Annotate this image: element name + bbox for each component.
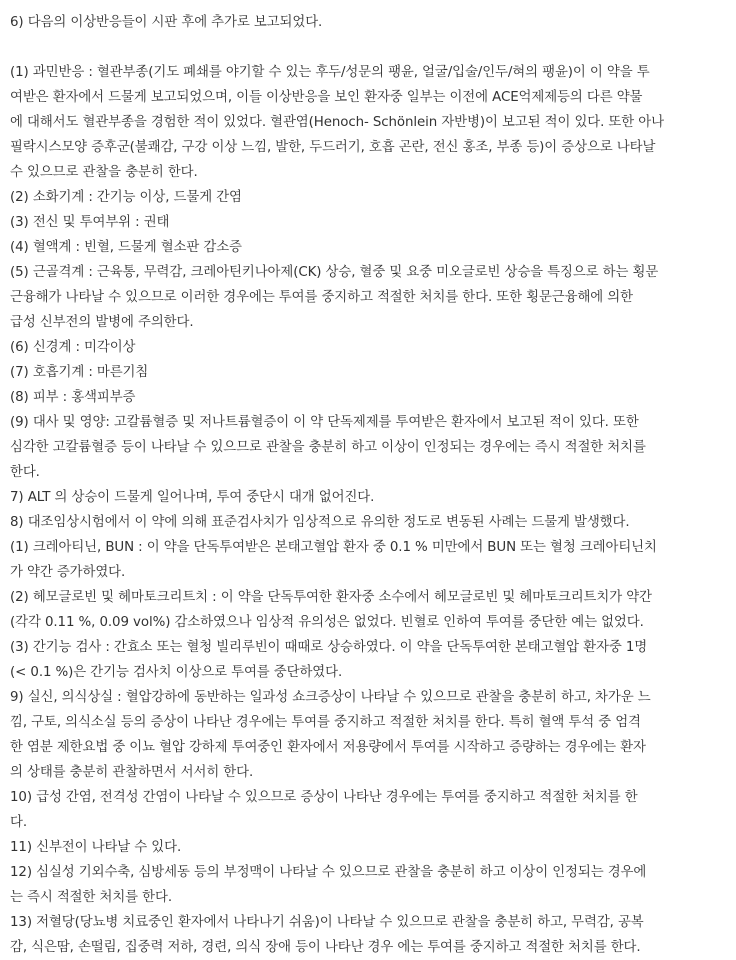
text-line: (각각 0.11 %, 0.09 vol%) 감소하였으나 임상적 유의성은 없었다. 빈혈로 인하여 투여를 중단한 예는 없었다. xyxy=(10,615,644,630)
section-heading: 6) 다음의 이상반응들이 시판 후에 추가로 보고되었다. xyxy=(10,15,323,30)
text-line: (8) 피부 : 홍색피부증 xyxy=(10,390,136,405)
text-line: (6) 신경계 : 미각이상 xyxy=(10,340,136,355)
text-line: 다. xyxy=(10,815,27,830)
text-line: 11) 신부전이 나타날 수 있다. xyxy=(10,840,182,855)
text-line: 여받은 환자에서 드물게 보고되었으며, 이들 이상반응을 보인 환자중 일부는 이전에 ACE억제제등의 다른 약물 xyxy=(10,90,643,105)
text-line: 12) 심실성 기외수축, 심방세동 등의 부정맥이 나타날 수 있으므로 관찰을 충분히 하고 이상이 인정되는 경우에 xyxy=(10,865,647,880)
text-line: (4) 혈액계 : 빈혈, 드물게 혈소판 감소증 xyxy=(10,240,242,255)
text-line: 근융해가 나타날 수 있으므로 이러한 경우에는 투여를 중지하고 적절한 처치를 한다. 또한 횡문근융해에 의한 xyxy=(10,290,633,305)
text-line: 한 염분 제한요법 중 이뇨 혈압 강하제 투여중인 환자에서 저용량에서 투여를 시작하고 증량하는 경우에는 환자 xyxy=(10,740,646,755)
text-line: 가 약간 증가하였다. xyxy=(10,565,126,580)
text-line: 급성 신부전의 발병에 주의한다. xyxy=(10,315,194,330)
text-line: 감, 식은땀, 손떨림, 집중력 저하, 경련, 의식 장애 등이 나타난 경우 에는 투여를 중지하고 적절한 처치를 한다. xyxy=(10,940,641,955)
text-line: (1) 크레아티닌, BUN : 이 약을 단독투여받은 본태고혈압 환자 중 0.1 % 미만에서 BUN 또는 혈청 크레아티닌치 xyxy=(10,540,657,555)
text-line: (5) 근골격계 : 근육통, 무력감, 크레아틴키나아제(CK) 상승, 혈중 및 요중 미오글로빈 상승을 특징으로 하는 횡문 xyxy=(10,265,659,280)
text-line: 에 대해서도 혈관부종을 경험한 적이 있었다. 혈관염(Henoch- Schönlein 자반병)이 보고된 적이 있다. 또한 아나 xyxy=(10,115,664,130)
text-line: 8) 대조임상시험에서 이 약에 의해 표준검사치가 임상적으로 유의한 정도로 변동된 사례는 드물게 발생했다. xyxy=(10,515,630,530)
text-line: (9) 대사 및 영양: 고칼륨혈증 및 저나트륨혈증이 이 약 단독제제를 투여받은 환자에서 보고된 적이 있다. 또한 xyxy=(10,415,639,430)
text-line: 9) 실신, 의식상실 : 혈압강하에 동반하는 일과성 쇼크증상이 나타날 수 있으므로 관찰을 충분히 하고, 차가운 느 xyxy=(10,690,651,705)
text-line: (1) 과민반응 : 혈관부종(기도 폐쇄를 야기할 수 있는 후두/성문의 팽윤, 얼굴/입술/인두/혀의 팽윤)이 이 약을 투 xyxy=(10,65,650,80)
text-line: 한다. xyxy=(10,465,40,480)
text-line: (2) 헤모글로빈 및 헤마토크리트치 : 이 약을 단독투여한 환자중 소수에서 헤모글로빈 및 헤마토크리트치가 약간 xyxy=(10,590,652,605)
text-line: 심각한 고칼륨혈증 등이 나타날 수 있으므로 관찰을 충분히 하고 이상이 인정되는 경우에는 즉시 적절한 처치를 xyxy=(10,440,646,455)
text-line: (< 0.1 %)은 간기능 검사치 이상으로 투여를 중단하였다. xyxy=(10,665,343,680)
text-line: (3) 간기능 검사 : 간효소 또는 혈청 빌리루빈이 때때로 상승하였다. 이 약을 단독투여한 본태고혈압 환자중 1명 xyxy=(10,640,648,655)
paragraph-lines xyxy=(10,60,726,960)
text-line: (2) 소화기계 : 간기능 이상, 드물게 간염 xyxy=(10,190,242,205)
text-line: 10) 급성 간염, 전격성 간염이 나타날 수 있으므로 증상이 나타난 경우에는 투여를 중지하고 적절한 처치를 한 xyxy=(10,790,638,805)
text-line: 는 즉시 적절한 처치를 한다. xyxy=(10,890,172,905)
text-line: (7) 호흡기계 : 마른기침 xyxy=(10,365,149,380)
text-line: 의 상태를 충분히 관찰하면서 서서히 한다. xyxy=(10,765,254,780)
text-line: 7) ALT 의 상승이 드물게 일어나며, 투여 중단시 대개 없어진다. xyxy=(10,490,375,505)
text-line: 낌, 구토, 의식소실 등의 증상이 나타난 경우에는 투여를 중지하고 적절한 처치를 한다. 특히 혈액 투석 중 엄격 xyxy=(10,715,641,730)
text-line: 필락시스모양 증후군(불쾌감, 구강 이상 느낌, 발한, 두드러기, 호흡 곤란, 전신 홍조, 부종 등)이 증상으로 나타날 xyxy=(10,140,656,155)
text-line: 수 있으므로 관찰을 충분히 한다. xyxy=(10,165,198,180)
text-line: (3) 전신 및 투여부위 : 권태 xyxy=(10,215,170,230)
text-line: 13) 저혈당(당뇨병 치료중인 환자에서 나타나기 쉬움)이 나타날 수 있으므로 관찰을 충분히 하고, 무력감, 공복 xyxy=(10,915,644,930)
